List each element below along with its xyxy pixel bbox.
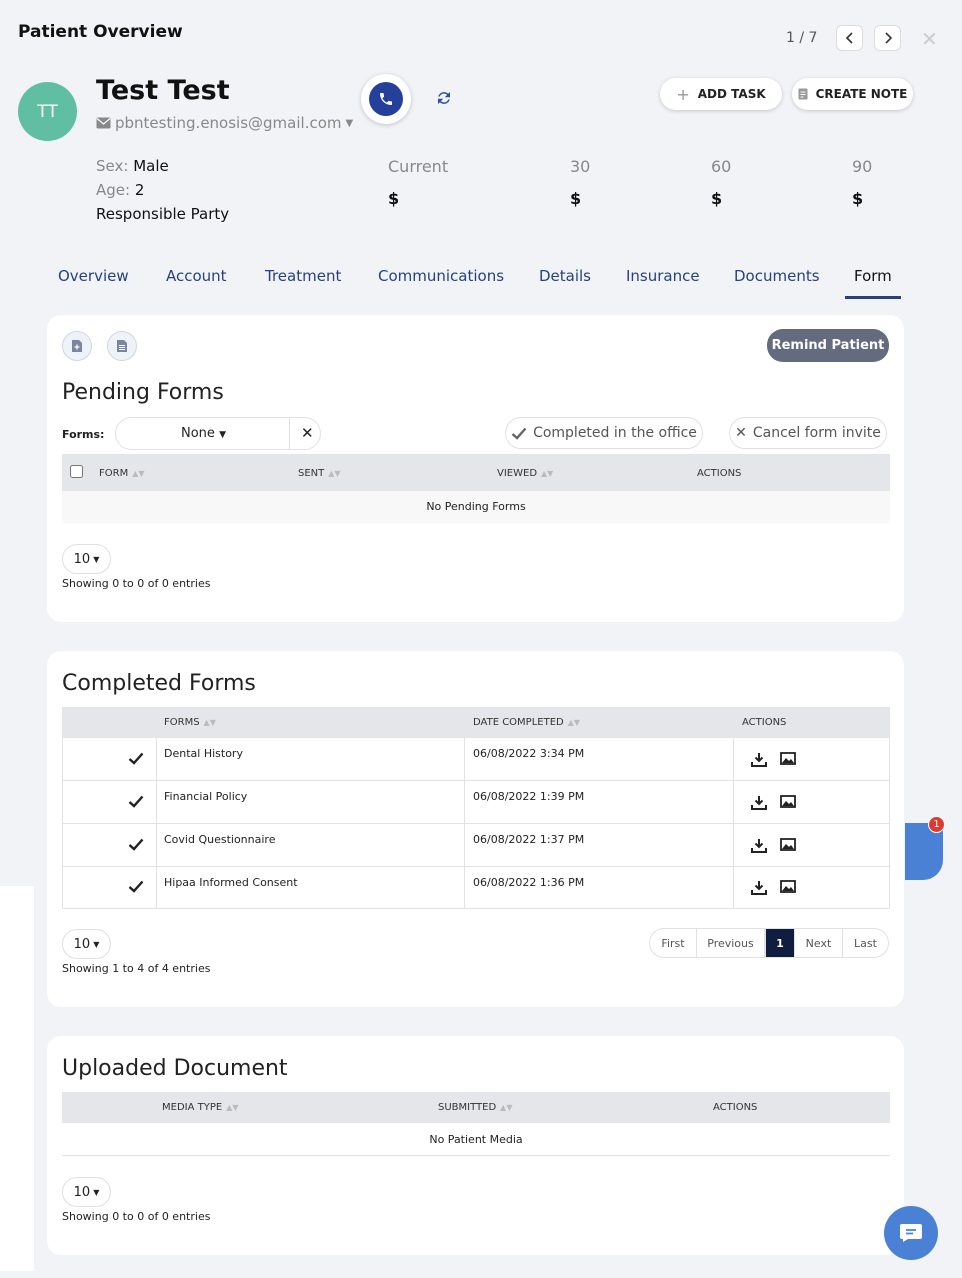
- tab-details[interactable]: Details: [539, 267, 592, 285]
- create-note-label: CREATE NOTE: [815, 87, 908, 101]
- pagination-page-1[interactable]: 1: [765, 928, 795, 958]
- form-name: Hipaa Informed Consent: [164, 876, 298, 889]
- chevron-right-icon: [883, 32, 893, 44]
- pending-page-length-select[interactable]: [62, 544, 111, 574]
- col-sent-label: SENT: [298, 468, 325, 479]
- col-date-completed[interactable]: DATE COMPLETED ▲▼: [473, 717, 581, 728]
- page-length-value: 10: [73, 936, 91, 952]
- table-row: [62, 781, 890, 824]
- active-tab-indicator: [845, 296, 901, 299]
- page-length-value: 10: [73, 551, 91, 567]
- completed-entries-info: Showing 1 to 4 of 4 entries: [62, 962, 211, 975]
- image-icon[interactable]: [780, 752, 796, 765]
- col-forms[interactable]: FORMS ▲▼: [164, 717, 216, 728]
- col-date-completed-label: DATE COMPLETED: [473, 717, 564, 728]
- balance-header-30: 30: [570, 157, 591, 176]
- col-actions: ACTIONS: [742, 717, 787, 728]
- caret-down-icon: ▼: [93, 939, 100, 949]
- caret-down-icon: ▼: [345, 117, 354, 129]
- forms-select-text: None: [181, 426, 215, 441]
- tab-treatment[interactable]: Treatment: [265, 267, 342, 285]
- col-forms-label: FORMS: [164, 717, 200, 728]
- next-record-button[interactable]: [874, 25, 901, 51]
- page-title: Patient Overview: [18, 22, 183, 42]
- image-icon[interactable]: [780, 838, 796, 851]
- create-note-button[interactable]: [792, 78, 913, 110]
- pagination-previous[interactable]: Previous: [696, 928, 765, 958]
- uploaded-empty-message: No Patient Media: [62, 1123, 890, 1156]
- download-icon[interactable]: [751, 880, 767, 895]
- sex-row: [96, 157, 169, 175]
- sex-label: Sex:: [96, 157, 129, 175]
- pending-empty-message: No Pending Forms: [62, 491, 890, 523]
- chevron-left-icon: [845, 32, 855, 44]
- age-row: [96, 181, 144, 199]
- form-name: Covid Questionnaire: [164, 833, 276, 846]
- table-row: [62, 867, 890, 909]
- note-icon: [798, 88, 808, 100]
- pending-forms-title: Pending Forms: [62, 380, 224, 405]
- uploaded-entries-info: Showing 0 to 0 of 0 entries: [62, 1210, 211, 1223]
- uploaded-table-header: [62, 1092, 890, 1123]
- notification-badge: 1: [928, 816, 945, 833]
- download-icon[interactable]: [751, 838, 767, 853]
- close-icon[interactable]: ✕: [921, 27, 938, 51]
- col-media-type-label: MEDIA TYPE: [162, 1102, 223, 1113]
- form-name: Dental History: [164, 747, 243, 760]
- record-pager: 1 / 7: [786, 30, 818, 46]
- form-name: Financial Policy: [164, 790, 248, 803]
- balance-header-current: Current: [388, 157, 449, 176]
- caret-down-icon: ▼: [93, 1187, 100, 1197]
- cancel-invite-label: Cancel form invite: [752, 425, 881, 441]
- table-border: [889, 738, 890, 909]
- uploaded-page-length-select[interactable]: [62, 1177, 111, 1207]
- col-submitted[interactable]: SUBMITTED ▲▼: [438, 1102, 513, 1113]
- check-icon: [128, 795, 144, 808]
- plus-icon: +: [676, 84, 690, 104]
- add-form-button[interactable]: [62, 331, 92, 361]
- chat-button[interactable]: [884, 1206, 938, 1260]
- balance-value-30: $: [570, 189, 582, 208]
- age-label: Age:: [96, 181, 131, 199]
- column-divider: [464, 738, 465, 909]
- completed-page-length-select[interactable]: [62, 929, 111, 959]
- add-task-label: ADD TASK: [697, 87, 766, 101]
- col-form-label: FORM: [99, 468, 129, 479]
- pending-table-header: [62, 454, 890, 491]
- uploaded-document-title: Uploaded Document: [62, 1056, 288, 1081]
- refresh-button[interactable]: [435, 89, 453, 111]
- pagination-first[interactable]: First: [649, 928, 697, 958]
- responsible-party: Responsible Party: [96, 205, 230, 223]
- col-sent[interactable]: SENT ▲▼: [298, 468, 341, 479]
- date-completed: 06/08/2022 3:34 PM: [473, 747, 585, 760]
- completed-in-office-button[interactable]: [505, 417, 703, 449]
- phone-icon: [378, 91, 394, 107]
- col-actions: ACTIONS: [697, 468, 742, 479]
- patient-email-dropdown[interactable]: [96, 114, 353, 132]
- forms-select[interactable]: [115, 417, 321, 450]
- forms-label: Forms:: [62, 428, 105, 441]
- prev-record-button[interactable]: [836, 25, 863, 51]
- chat-icon: [899, 1223, 923, 1243]
- sex-value: Male: [133, 157, 169, 175]
- tab-form[interactable]: Form: [854, 267, 892, 285]
- pending-entries-info: Showing 0 to 0 of 0 entries: [62, 577, 211, 590]
- col-viewed[interactable]: VIEWED ▲▼: [497, 468, 554, 479]
- balance-header-60: 60: [711, 157, 732, 176]
- caret-down-icon: ▼: [219, 430, 226, 440]
- form-list-button[interactable]: [107, 331, 137, 361]
- balance-value-90: $: [852, 189, 864, 208]
- table-row: [62, 738, 890, 781]
- date-completed: 06/08/2022 1:37 PM: [473, 833, 585, 846]
- tab-account[interactable]: Account: [166, 267, 227, 285]
- add-task-button[interactable]: [660, 78, 782, 110]
- tab-insurance[interactable]: Insurance: [626, 267, 700, 285]
- pagination-last[interactable]: Last: [842, 928, 889, 958]
- file-text-icon: [116, 339, 128, 353]
- call-button[interactable]: [361, 74, 411, 124]
- image-icon[interactable]: [780, 795, 796, 808]
- completed-forms-title: Completed Forms: [62, 671, 256, 696]
- completed-in-office-label: Completed in the office: [533, 425, 697, 441]
- check-icon: [511, 427, 527, 440]
- tab-overview[interactable]: Overview: [58, 267, 129, 285]
- tab-communications[interactable]: Communications: [378, 267, 505, 285]
- download-icon[interactable]: [751, 752, 767, 767]
- balance-value-current: $: [388, 189, 400, 208]
- balance-header-90: 90: [852, 157, 873, 176]
- column-divider: [733, 738, 734, 909]
- col-form[interactable]: FORM ▲▼: [99, 468, 145, 479]
- col-actions: ACTIONS: [713, 1102, 758, 1113]
- tab-documents[interactable]: Documents: [734, 267, 820, 285]
- avatar: TT: [18, 82, 77, 141]
- caret-down-icon: ▼: [93, 554, 100, 564]
- mail-icon: [96, 117, 111, 129]
- date-completed: 06/08/2022 1:39 PM: [473, 790, 585, 803]
- left-strip: [0, 886, 34, 1271]
- date-completed: 06/08/2022 1:36 PM: [473, 876, 585, 889]
- select-all-checkbox[interactable]: [70, 465, 83, 478]
- check-icon: [128, 880, 144, 893]
- table-border: [62, 738, 63, 909]
- pagination-next[interactable]: Next: [794, 928, 843, 958]
- completed-table-header: [62, 707, 890, 738]
- image-icon[interactable]: [780, 880, 796, 893]
- file-plus-icon: [71, 339, 83, 353]
- cancel-invite-button[interactable]: [729, 417, 887, 449]
- table-row: [62, 824, 890, 867]
- col-viewed-label: VIEWED: [497, 468, 538, 479]
- column-divider: [156, 738, 157, 909]
- balance-value-60: $: [711, 189, 723, 208]
- forms-select-value: [181, 426, 226, 441]
- x-icon: ✕: [735, 425, 747, 441]
- refresh-icon: [435, 89, 453, 107]
- clear-selection-icon[interactable]: ✕: [301, 424, 314, 442]
- col-media-type[interactable]: MEDIA TYPE ▲▼: [162, 1102, 239, 1113]
- page-length-value: 10: [73, 1184, 91, 1200]
- check-icon: [128, 838, 144, 851]
- remind-patient-button[interactable]: Remind Patient: [767, 329, 889, 362]
- col-submitted-label: SUBMITTED: [438, 1102, 497, 1113]
- email-text: pbntesting.enosis@gmail.com: [115, 114, 342, 132]
- patient-name: Test Test: [96, 75, 230, 106]
- check-icon: [128, 752, 144, 765]
- download-icon[interactable]: [751, 795, 767, 810]
- age-value: 2: [134, 181, 145, 199]
